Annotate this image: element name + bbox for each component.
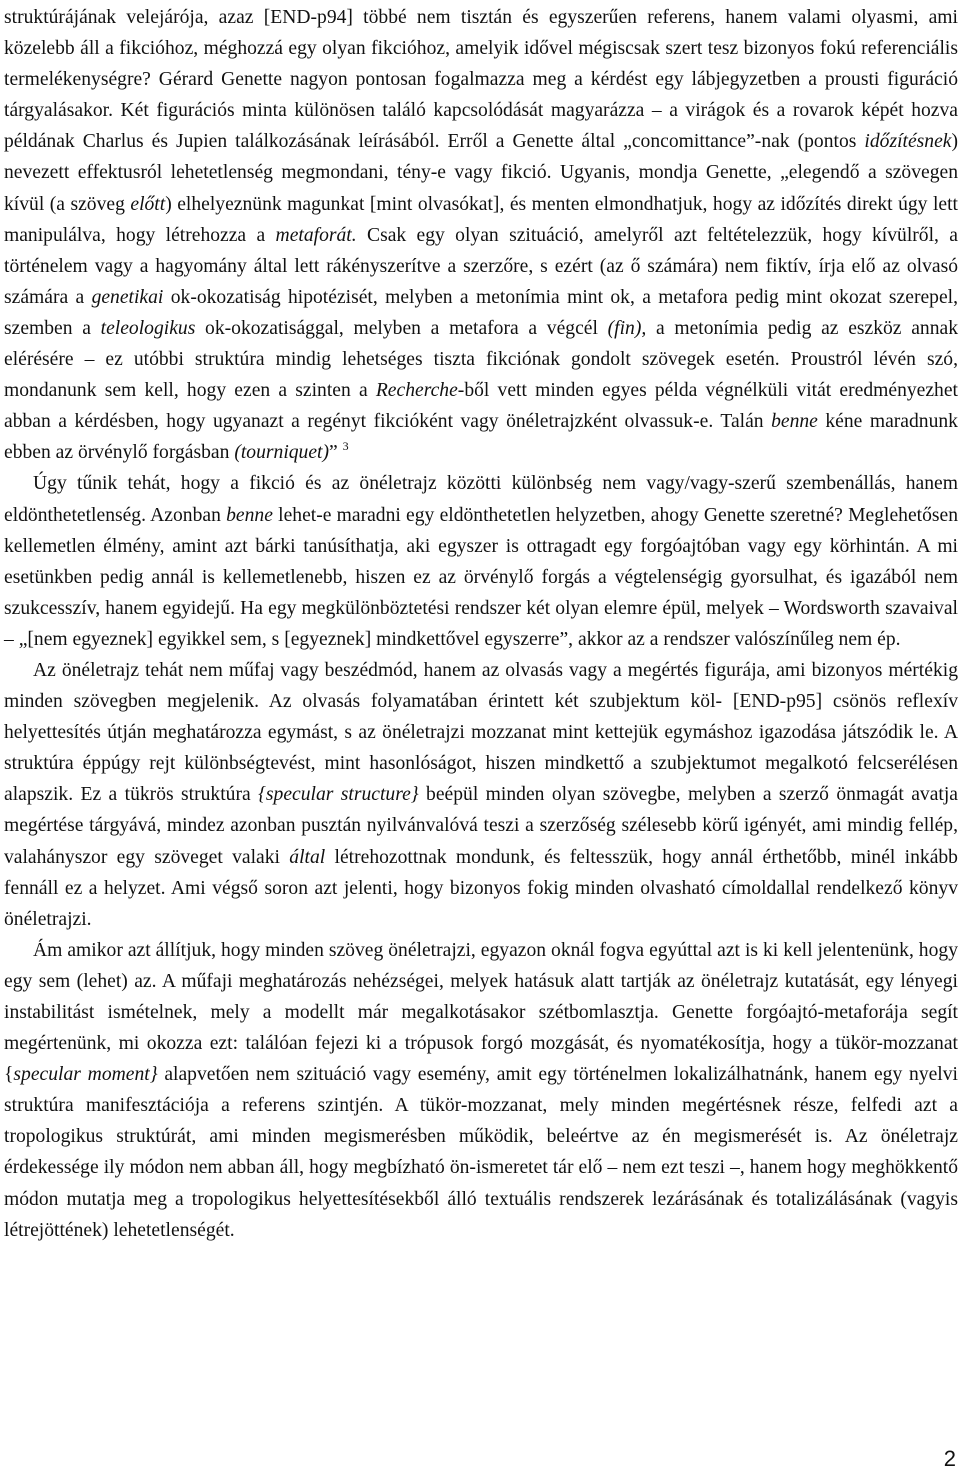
page-number: 2 (943, 1446, 956, 1471)
italic-run: benne (771, 411, 818, 433)
text-run: Úgy tűnik tehát, hogy a fikció és az önéletrajz közötti különbség nem vagy/vagy-szerű szembenállás, hanem eldönthetetlenség. Azonban (4, 473, 958, 526)
paragraph-3 (4, 655, 958, 935)
text-run: kéne maradnunk ebben az örvénylő forgásban (4, 411, 958, 464)
body-text (4, 2, 958, 1246)
text-run: létrehozottnak mondunk, és feltesszük, hogy annál érthetőbb, minél inkább fennáll ez a helyzet. Ami végső soron azt jelenti, hogy bizonyos fokig minden olvasható címoldallal rendelkező könyv önéletrajzi. (4, 846, 958, 930)
text-run: Ám amikor azt állítjuk, hogy minden szöveg önéletrajzi, egyazon oknál fogva egyúttal azt is ki kell jelentenünk, hogy egy sem (lehet) az. A műfaji meghatározás nehézségei, melyek hatásuk alatt tartják az önéletrajz kutatását, egy lényegi instabilitást ismételnek, mely a modellt már megalkotásakor szétbomlasztja. Genette forgóajtó-metaforája segít megértenünk, mi okozza ezt: találóan fejezi ki a trópusok forgó mozgását, és nyomatékosítja, hogy a tükör-mozzanat { (4, 939, 958, 1086)
italic-run: benne (226, 504, 273, 526)
italic-run: időzítésnek (864, 131, 952, 153)
text-run: beépül minden olyan szövegbe, melyben a szerző önmagát avatja megértése tárgyává, mindez azonban pusztán nyilvánvalóvá teszi a szerzőség szélesebb körű igényét, ami mindig fellép, valahányszor egy szöveget valaki (4, 784, 958, 868)
paragraph-2 (4, 468, 958, 655)
text-run: -ből vett minden egyes példa végnélküli vitát eredményezhet abban a kérdésben, hogy ugyanazt a regényt fikcióként vagy önéletrajzként olvassuk-e. Talán (4, 380, 958, 433)
italic-run: teleologikus (100, 317, 196, 339)
text-run: struktúrájának velejárója, azaz [END-p94] többé nem tisztán és egyszerűen referens, hanem valami olyasmi, ami közelebb áll a fikcióhoz, méghozzá egy olyan fikcióhoz, amelyik idővel mégiscsak szert tesz bizonyos fokú referenciális termelékenységre? Gérard Genette nagyon pontosan fogalmazza meg a kérdést egy lábjegyzetben a prousti figuráció tárgyalásakor. Két figurációs minta különösen találó kapcsolódását magyarázza – a virágok és a rovarok képét hozva példának Charlus és Jupien találkozásának leírásából. Erről a Genette által „concomittance”-nak (pontos (4, 7, 958, 153)
text-run: Csak egy olyan szituáció, amelyről azt feltételezzük, hogy kívülről, a történelem vagy a hagyomány által lett rákényszerítve a szerzőre, s ezért (az ő számára) nem fiktív, írja elő az olvasó számára a (4, 224, 959, 308)
italic-run: genetikai (91, 286, 164, 308)
text-run: ok-okozatiság hipotézisét, melyben a metonímia mint ok, a metafora pedig mint okozat szerepel, szemben a (4, 286, 958, 339)
italic-run: Recherche (375, 380, 458, 402)
italic-run: által (289, 846, 326, 868)
text-run: lehet-e maradni egy eldönthetetlen helyzetben, ahogy Genette szeretné? Meglehetősen kellemetlen élmény, amint azt bárki tanúsíthatja, aki egyszer is ottragadt egy forgóajtóban vagy egy körhintán. A mi esetünkben pedig annál is kellemetlenebb, hiszen ez az örvénylő forgás a végtelenségig gyorsulhat, és igazából nem szukcesszív, hanem egyidejű. Ha egy megkülönböztetési rendszer két olyan elemre épül, melyek – Wordsworth szavaival – „[nem egyeznek] egyikkel sem, s [egyeznek] mindkettővel egyszerre”, akkor az a rendszer valószínűleg nem ép. (4, 504, 959, 650)
italic-run: metaforát. (275, 224, 357, 246)
footnote-ref: 3 (342, 439, 349, 454)
italic-run: előtt (130, 193, 166, 215)
text-run: alapvetően nem szituáció vagy esemény, amit egy történelmen lokalizálhatnánk, hanem egy nyelvi struktúra manifesztációja a referens szintjén. A tükör-mozzanat, mely minden megértésnek része, felfedi azt a tropologikus struktúrát, ami minden megismerésben működik, beleértve az én megismerését is. Az önéletrajz érdekessége ily módon nem abban áll, hogy megbízható ön-ismeretet tár elő – nem ezt teszi –, hanem hogy meghökkentő módon mutatja meg a tropologikus helyettesítésekből álló textuális rendszerek lezárásának és totalizálásának (vagyis létrejöttének) lehetetlenségét. (4, 1064, 958, 1241)
text-run: ok-okozatisággal, melyben a metafora a végcél (195, 317, 608, 339)
text-run: a metonímia pedig az eszköz annak elérésére – ez utóbbi struktúra mindig lehetséges tiszta fikciónak gondolt szövegek esetén. Proustról lévén szó, mondanunk sem kell, hogy ezen a szinten a (4, 317, 958, 402)
italic-run: specular moment} (13, 1064, 158, 1086)
paragraph-4 (4, 935, 958, 1246)
paragraph-1 (4, 2, 958, 468)
text-run: ) elhelyeznünk magunkat [mint olvasókat], és menten elmondhatjuk, hogy az időzítés direkt úgy lett manipulálva, hogy létrehozza a (4, 193, 958, 246)
italic-run: {specular structure} (258, 784, 419, 806)
italic-run: (fin), (607, 317, 647, 339)
text-run: ” (329, 442, 343, 464)
text-run: ) nevezett effektusról lehetetlenség megmondani, tény-e vagy fikció. Ugyanis, mondja Genette, „elegendő a szövegen kívül (a szöveg (4, 131, 958, 215)
italic-run: (tourniquet) (234, 442, 330, 464)
text-run: Az önéletrajz tehát nem műfaj vagy beszédmód, hanem az olvasás vagy a megértés figurája, ami bizonyos mértékig minden szövegben megjelenik. Az olvasás folyamatában érintett két szubjektum köl- [END-p95] csönös reflexív helyettesítés útján meghatározza egymást, s az önéletrajzi mozzanat mint kettejük egymáshoz igazodása játszódik le. A struktúra éppúgy rejt különbségtevést, mint hasonlóságot, hiszen mindkettő a szubjektumot megalkotó felcserélésen alapszik. Ez a tükrös struktúra (4, 659, 958, 806)
